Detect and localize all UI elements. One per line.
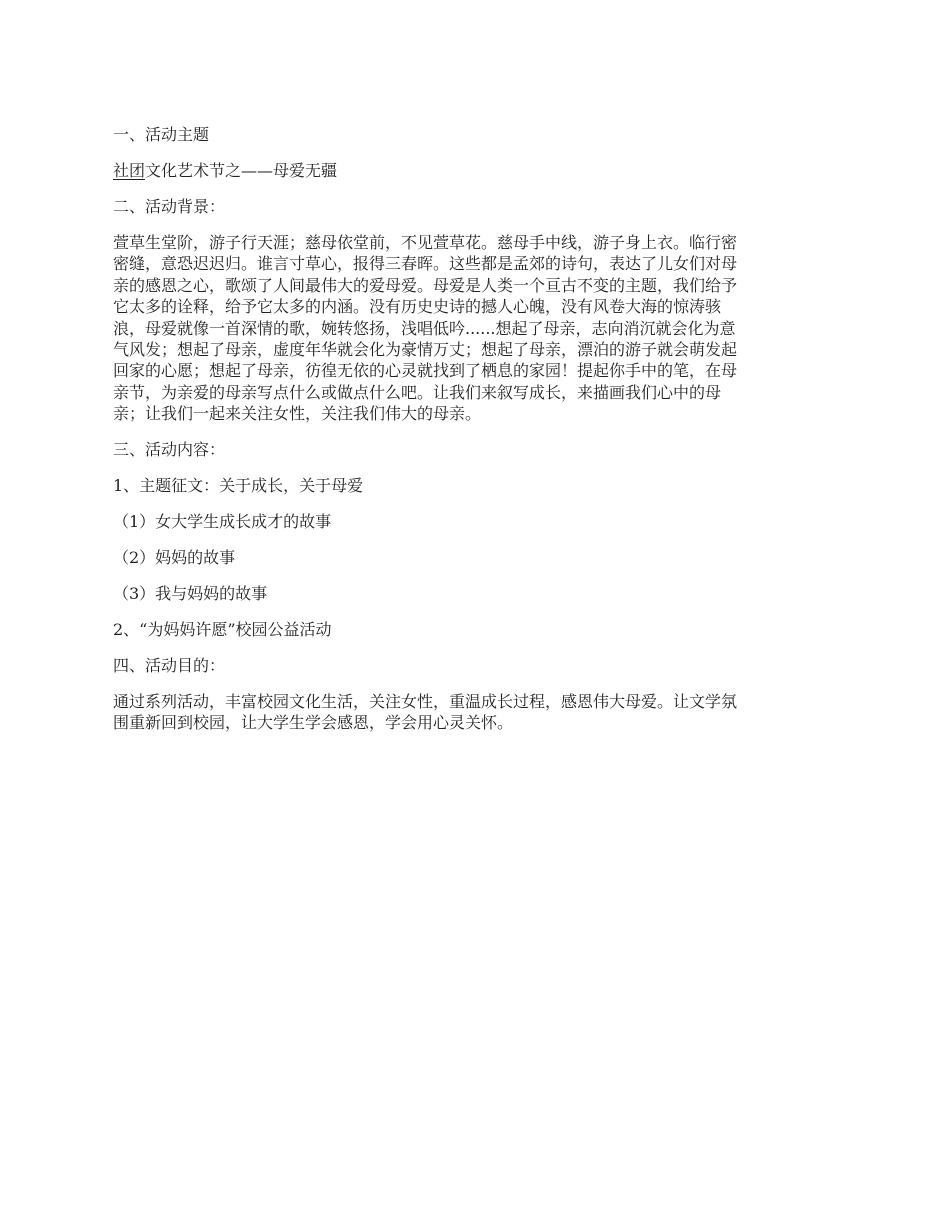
content-item-2: 2、“为妈妈许愿”校园公益活动 <box>113 619 332 639</box>
background-paragraph <box>113 232 841 425</box>
background-line: 亲；让我们一起来关注女性，关注我们伟大的母亲。 <box>113 404 482 424</box>
document-body <box>113 124 841 733</box>
section-heading-content: 三、活动内容： <box>113 439 226 459</box>
section-heading-theme: 一、活动主题 <box>113 125 210 144</box>
goal-line: 围重新回到校园，让大学生学会感恩，学会用心灵关怀。 <box>113 713 514 733</box>
background-line: 回家的心愿；想起了母亲，彷徨无依的心灵就找到了栖息的家园！提起你手中的笔，在母 <box>113 361 738 381</box>
goal-line: 通过系列活动，丰富校园文化生活，关注女性，重温成长过程，感恩伟大母爱。让文学氛 <box>113 691 738 711</box>
section-heading-background: 二、活动背景： <box>113 197 226 216</box>
background-line: 亲节，为亲爱的母亲写点什么或做点什么吧。让我们来叙写成长，来描画我们心中的母 <box>113 382 722 402</box>
background-line: 气风发；想起了母亲，虚度年华就会化为豪情万丈；想起了母亲，漂泊的游子就会萌发起 <box>113 340 738 360</box>
background-line: 密缝，意恐迟迟归。谁言寸草心，报得三春晖。这些都是孟郊的诗句，表达了儿女们对母 <box>113 254 738 274</box>
theme-title <box>113 160 841 182</box>
content-subitem-1: （1）女大学生成长成才的故事 <box>113 511 332 531</box>
background-line: 浪，母爱就像一首深情的歌，婉转悠扬，浅唱低吟......想起了母亲，志向消沉就会化为意 <box>113 318 736 338</box>
goal-paragraph <box>113 691 841 734</box>
background-line: 萱草生堂阶，游子行天涯；慈母依堂前，不见萱草花。慈母手中线，游子身上衣。临行密 <box>113 233 738 252</box>
theme-title-text: 文化艺术节之——母爱无疆 <box>145 161 338 180</box>
background-line: 它太多的诠释，给予它太多的内涵。没有历史史诗的撼人心魄，没有风卷大海的惊涛骇 <box>113 297 722 317</box>
theme-link[interactable]: 社团 <box>113 161 146 180</box>
content-subitem-3: （3）我与妈妈的故事 <box>113 583 268 603</box>
background-line: 亲的感恩之心，歌颂了人间最伟大的爱母爱。母爱是人类一个亘古不变的主题，我们给予 <box>113 275 738 295</box>
content-subitem-2: （2）妈妈的故事 <box>113 547 236 567</box>
section-heading-goal: 四、活动目的： <box>113 655 226 675</box>
content-item-1: 1、主题征文：关于成长，关于母爱 <box>113 475 364 495</box>
